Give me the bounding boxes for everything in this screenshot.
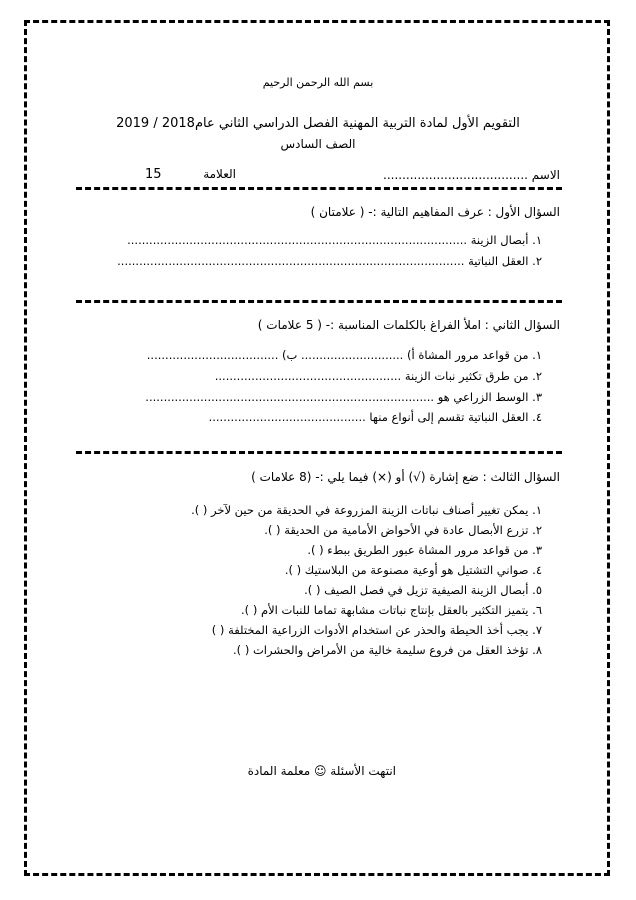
q3-item	[304, 583, 542, 597]
item-number: ٣.	[532, 390, 542, 404]
item-text: العقل النباتية تقسم إلى أنواع منها ...........................................	[208, 410, 529, 424]
name-label: الاسم	[531, 168, 560, 182]
item-text: الوسط الزراعي هو ...............................................................................	[145, 390, 529, 404]
q3-item	[233, 643, 542, 657]
answer-dots: ...............................................................................................	[117, 254, 465, 268]
item-number: ٤.	[532, 410, 542, 424]
footer-note: انتهت الأسئلة ☺ معلمة المادة	[247, 764, 396, 778]
item-text: العقل النباتية	[468, 254, 529, 268]
item-number: ١.	[532, 233, 542, 247]
grade-label: الصف السادس	[280, 137, 356, 151]
item-number: ٢.	[532, 254, 542, 268]
answer-dots: .............................................................................................	[127, 233, 468, 247]
section-divider	[76, 300, 562, 303]
q3-item	[264, 523, 542, 537]
q3-title: السؤال الثالث : ضع إشارة (√) أو (×) فيما يلي :- (8 علامات )	[251, 470, 560, 484]
q3-item	[191, 503, 542, 517]
q1-item	[127, 233, 542, 247]
item-number: ٨.	[532, 643, 542, 657]
item-number: ٦.	[532, 603, 542, 617]
q3-item	[212, 623, 542, 637]
item-text: أبصال الزينة الصيفية تزيل في فصل الصيف ( ).	[304, 583, 529, 597]
basmala: بسم الله الرحمن الرحيم	[262, 76, 374, 89]
item-number: ١.	[532, 348, 542, 362]
q2-item	[209, 410, 542, 424]
q3-item	[285, 563, 542, 577]
item-text: يمكن تغيير أصناف نباتات الزينة المزروعة في الحديقة من حين لآخر ( ).	[191, 503, 529, 517]
item-number: ٧.	[532, 623, 542, 637]
q3-item	[307, 543, 542, 557]
item-number: ٣.	[532, 543, 542, 557]
name-dots: ......................................	[383, 168, 528, 182]
mark-value: 15	[144, 167, 162, 182]
item-number: ٥.	[532, 583, 542, 597]
item-text: تؤخذ العقل من فروع سليمة خالية من الأمراض والحشرات ( ).	[233, 643, 529, 657]
item-text: يتميز التكثير بالعقل بإنتاج نباتات مشابهة تماما للنبات الأم ( ).	[241, 603, 529, 617]
item-text: من طرق تكثير نبات الزينة ...................................................	[214, 369, 529, 383]
q1-item	[117, 254, 542, 268]
item-text: تزرع الأبصال عادة في الأحواض الأمامية من الحديقة ( ).	[264, 523, 529, 537]
mark-label: العلامة	[203, 167, 236, 181]
item-number: ٢.	[532, 369, 542, 383]
item-text: يجب أخذ الحيطة والحذر عن استخدام الأدوات الزراعية المختلفة ( )	[211, 623, 529, 637]
item-text: صواني التشتيل هو أوعية مصنوعة من البلاستيك ( ).	[284, 563, 529, 577]
item-number: ٤.	[532, 563, 542, 577]
item-text: أبصال الزينة	[470, 233, 529, 247]
q3-item	[241, 603, 542, 617]
exam-title: التقويم الأول لمادة التربية المهنية الفصل الدراسي الثاني عام2018 / 2019	[116, 116, 520, 131]
item-text: من قواعد مرور المشاة عبور الطريق ببطء ( ).	[307, 543, 529, 557]
q2-item	[145, 390, 542, 404]
item-number: ١.	[532, 503, 542, 517]
q1-title: السؤال الأول : عرف المفاهيم التالية :- ( علامتان )	[310, 205, 560, 219]
item-number: ٢.	[532, 523, 542, 537]
q2-item	[147, 348, 542, 362]
student-name-field	[383, 168, 560, 182]
item-text: من قواعد مرور المشاة أ) ............................ ب) ....................................	[146, 348, 529, 362]
section-divider	[76, 451, 562, 454]
section-divider	[76, 187, 562, 190]
q2-item	[215, 369, 542, 383]
q2-title: السؤال الثاني : املأ الفراغ بالكلمات المناسبة :- ( 5 علامات )	[257, 318, 560, 332]
mark-field	[145, 167, 236, 182]
